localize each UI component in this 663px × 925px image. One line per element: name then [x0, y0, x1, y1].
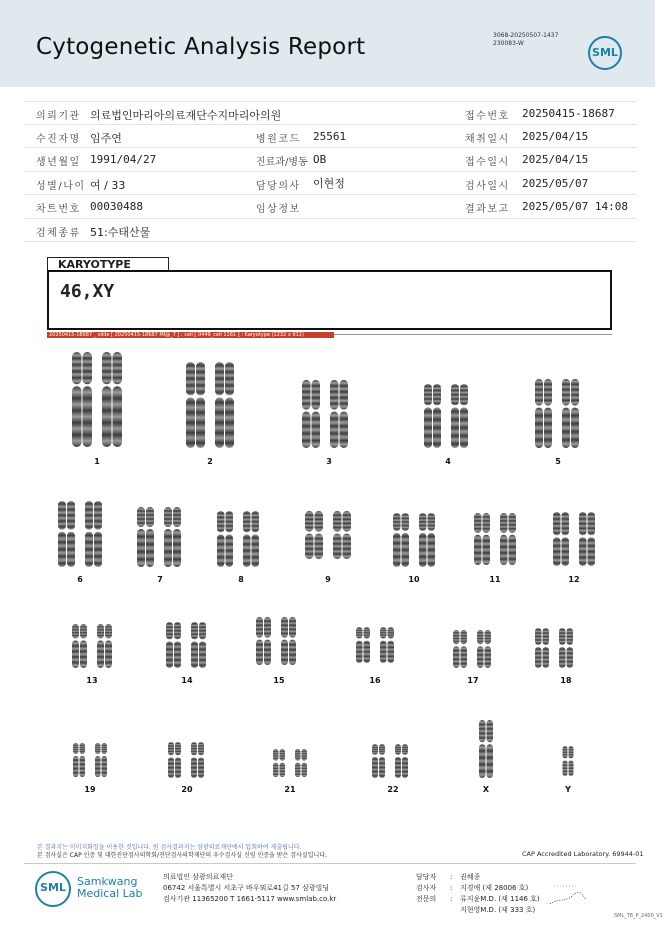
cap-accreditation: CAP Accredited Laboratory. 69944-01 — [522, 850, 644, 858]
info-row — [24, 101, 636, 125]
staff-label: 전문의 — [416, 895, 437, 903]
address-line-2: 06742 서울특별시 서초구 바우뫼로41길 57 삼광빌딩 — [163, 884, 330, 892]
chromosome — [305, 511, 323, 559]
chromosome-pair-10 — [391, 513, 437, 567]
dept-label: 진료과/병동 — [256, 157, 308, 168]
chromosome-label: 12 — [568, 575, 580, 584]
chromosome-label: 19 — [84, 785, 96, 794]
chromosome — [451, 384, 468, 448]
document-id-line-2: 230083-W — [493, 40, 524, 47]
chromosome-label: 8 — [238, 575, 244, 584]
caption-divider — [334, 334, 612, 335]
chromosome — [97, 624, 112, 668]
report-date-label: 결과보고 — [465, 204, 510, 215]
chromosome-pair-4 — [422, 384, 470, 448]
chromosome — [356, 627, 370, 663]
lab-name-line-1: Samkwang — [77, 875, 138, 888]
chromosome — [273, 749, 285, 777]
chromosome-pair-14 — [164, 622, 208, 668]
chromosome — [215, 362, 234, 448]
chart-no-label: 차트번호 — [36, 204, 81, 215]
chromosome-pair-18 — [533, 628, 575, 668]
receipt-no-value: 20250415-18687 — [522, 107, 615, 120]
chromosome-label: X — [482, 785, 490, 794]
document-id — [493, 32, 558, 48]
staff-row: 전문의 : 류지윤M.D. (제 1146 호) — [416, 895, 540, 903]
chromosome-pair-19 — [71, 743, 109, 777]
chromosome-pair-15 — [254, 617, 298, 665]
chromosome-pair-22 — [370, 744, 410, 778]
chromosome — [562, 379, 579, 448]
chromosome-label: 14 — [181, 676, 193, 685]
chromosome — [166, 622, 181, 668]
chromosome-pair-3 — [300, 380, 350, 448]
karyotype-result: 46,XY — [60, 281, 115, 302]
chromosome-label: 7 — [157, 575, 163, 584]
chromosome — [102, 352, 122, 447]
footer-divider — [24, 863, 636, 864]
patient-info-table — [24, 101, 636, 242]
chromosome — [535, 628, 549, 668]
chromosome-label: 13 — [86, 676, 98, 685]
chromosome — [191, 742, 204, 778]
sex-age-value: 여 / 33 — [90, 178, 126, 192]
receipt-no-label: 접수번호 — [465, 111, 510, 122]
chromosome-pair-7 — [135, 507, 183, 567]
chromosome-pair-2 — [184, 362, 236, 448]
chromosome — [424, 384, 441, 448]
chromosome — [168, 742, 181, 778]
chromosome — [579, 512, 595, 566]
chromosome — [474, 513, 490, 565]
staff-row: 검사자 : 지경애 (제 28006 호) — [416, 884, 529, 892]
chromosome-label: 16 — [369, 676, 381, 685]
hospital-code-label: 병원코드 — [256, 133, 301, 145]
chromosome-pair-16 — [354, 627, 396, 663]
chromosome — [372, 744, 385, 778]
chromosome-label: 18 — [560, 676, 572, 685]
accreditation-note: 본 검사실은 CAP 인증 및 대한진단검사의학회/진단검사의학재단의 우수검사실 신임 인증을 받은 검사실입니다. — [37, 852, 327, 859]
image-caption-strip: 20250415-18687 _ slide [ 20250415-18687 MI@_7 ] : cell [ 0449_cell 1161 ] : Karyotype (1232 x 912) — [47, 332, 334, 338]
chromosome-pair-X — [465, 720, 507, 778]
chromosome-pair-13 — [70, 624, 114, 668]
hospital-code-value: 25561 — [313, 129, 347, 143]
staff-value: 지경애 (제 28006 호) — [460, 884, 529, 892]
chromosome — [295, 749, 307, 777]
chromosome — [243, 511, 259, 567]
chromosome-label: 20 — [181, 785, 193, 794]
dob-label: 생년월일 — [36, 157, 81, 168]
lab-address — [163, 872, 336, 905]
chromosome-pair-Y — [550, 746, 586, 776]
disclaimer-note: 본 결과지는 이미지화일을 이용한 것입니다. 원 검사결과지는 삼광의료재단에서 입회하여 제출됩니다. — [37, 844, 302, 851]
lab-name — [77, 876, 143, 900]
info-row — [24, 148, 636, 172]
chromosome-label: 3 — [326, 457, 332, 466]
dept-value: OB — [313, 153, 327, 166]
chromosome — [563, 746, 574, 776]
chromosome — [256, 617, 271, 665]
info-row — [24, 219, 636, 243]
test-date-value: 2025/05/07 — [522, 176, 589, 190]
staff-value: 권혜종 — [460, 873, 481, 881]
chromosome — [553, 512, 569, 566]
chromosome-pair-5 — [533, 379, 581, 448]
karyotype-result-box — [47, 270, 612, 330]
chromosome-label: 17 — [467, 676, 479, 685]
chromosome-label: 22 — [387, 785, 399, 794]
chromosome — [500, 513, 516, 565]
form-code: SML_T6_P_2400_V1 — [614, 913, 663, 919]
address-line-1: 의료법인 삼광의료재단 — [163, 873, 233, 881]
chromosome — [137, 507, 154, 567]
chromosome — [186, 362, 205, 448]
chromosome — [535, 379, 552, 448]
signature-icon — [548, 878, 588, 908]
staff-row: 담당자 : 권혜종 — [416, 873, 481, 881]
receipt-date-label: 접수일시 — [465, 157, 510, 168]
chromosome-label: 10 — [408, 575, 420, 584]
chromosome-pair-1 — [70, 352, 124, 447]
chromosome — [393, 513, 409, 567]
test-date-label: 검사일시 — [465, 180, 510, 192]
chromosome — [333, 511, 351, 559]
report-header — [0, 0, 655, 87]
sex-age-label: 성별/나이 — [36, 180, 86, 192]
chromosome — [95, 743, 107, 777]
report-date-value: 2025/05/07 14:08 — [522, 200, 628, 213]
chromosome-pair-8 — [215, 511, 261, 567]
chromosome-label: Y — [565, 785, 571, 794]
doctor-label: 담당의사 — [256, 180, 301, 192]
specimen-value: 51:수태산물 — [90, 225, 151, 239]
chromosome-label: 2 — [207, 457, 213, 466]
samkwang-logo-icon — [35, 871, 71, 907]
chromosome — [72, 352, 92, 447]
chart-no-value: 00030488 — [90, 200, 143, 213]
collect-date-label: 채취일시 — [465, 133, 510, 145]
chromosome-label: 11 — [489, 575, 501, 584]
receipt-date-value: 2025/04/15 — [522, 153, 589, 166]
chromosome — [479, 720, 493, 778]
staff-list — [416, 872, 540, 916]
staff-value: 류지윤M.D. (제 1146 호) — [460, 895, 540, 903]
chromosome-pair-17 — [451, 630, 493, 668]
staff-label: 담당자 — [416, 873, 437, 881]
chromosome-label: 15 — [273, 676, 285, 685]
patient-value: 임주연 — [90, 131, 122, 145]
chromosome — [191, 622, 206, 668]
info-row — [24, 125, 636, 149]
chromosome-label: 4 — [445, 457, 451, 466]
staff-value: 지현영M.D. (제 333 호) — [460, 906, 536, 914]
doctor-value: 이현정 — [313, 176, 345, 190]
chromosome — [217, 511, 233, 567]
sml-logo-text: SML — [592, 46, 618, 59]
chromosome — [453, 630, 467, 668]
report-title: Cytogenetic Analysis Report — [36, 34, 366, 60]
chromosome-label: 6 — [77, 575, 83, 584]
chromosome-label: 5 — [555, 457, 561, 466]
lab-name-line-2: Medical Lab — [77, 887, 143, 900]
chromosome-label: 21 — [284, 785, 296, 794]
chromosome-pair-11 — [472, 513, 518, 565]
chromosome — [559, 628, 573, 668]
address-line-3: 검사기관 11365200 T 1661-5117 www.smlab.co.kr — [163, 895, 337, 903]
chromosome — [85, 501, 102, 567]
collect-date-value: 2025/04/15 — [522, 129, 589, 143]
chromosome-label: 9 — [325, 575, 331, 584]
chromosome-pair-9 — [303, 511, 353, 559]
institution-label: 의뢰기관 — [36, 111, 81, 122]
document-id-line-1: 3068-20250507-1437 — [493, 32, 559, 39]
chromosome — [380, 627, 394, 663]
info-row — [24, 195, 636, 219]
staff-label — [416, 905, 450, 916]
chromosome-pair-12 — [551, 512, 597, 566]
chromosome — [419, 513, 435, 567]
info-row — [24, 172, 636, 196]
chromosome — [302, 380, 320, 448]
footer-logo-text: SML — [40, 881, 66, 894]
chromosome-pair-6 — [56, 501, 104, 567]
specimen-label: 검체종류 — [36, 227, 81, 239]
chromosome-pair-21 — [271, 749, 309, 777]
chromosome — [72, 624, 87, 668]
patient-label: 수진자명 — [36, 133, 81, 145]
sml-logo-icon — [588, 36, 622, 70]
chromosome — [477, 630, 491, 668]
chromosome-label: 1 — [94, 457, 100, 466]
chromosome — [395, 744, 408, 778]
institution-value: 의료법인마리아의료재단수지마리아의원 — [90, 109, 282, 122]
chromosome — [281, 617, 296, 665]
karyotype-heading: KARYOTYPE — [47, 257, 169, 271]
staff-label: 검사자 — [416, 884, 437, 892]
chromosome-pair-20 — [166, 742, 206, 778]
dob-value: 1991/04/27 — [90, 153, 157, 166]
clinical-info-label: 임상정보 — [256, 204, 301, 215]
staff-row — [416, 905, 540, 916]
chromosome — [330, 380, 348, 448]
chromosome — [73, 743, 85, 777]
chromosome — [164, 507, 181, 567]
chromosome — [58, 501, 75, 567]
